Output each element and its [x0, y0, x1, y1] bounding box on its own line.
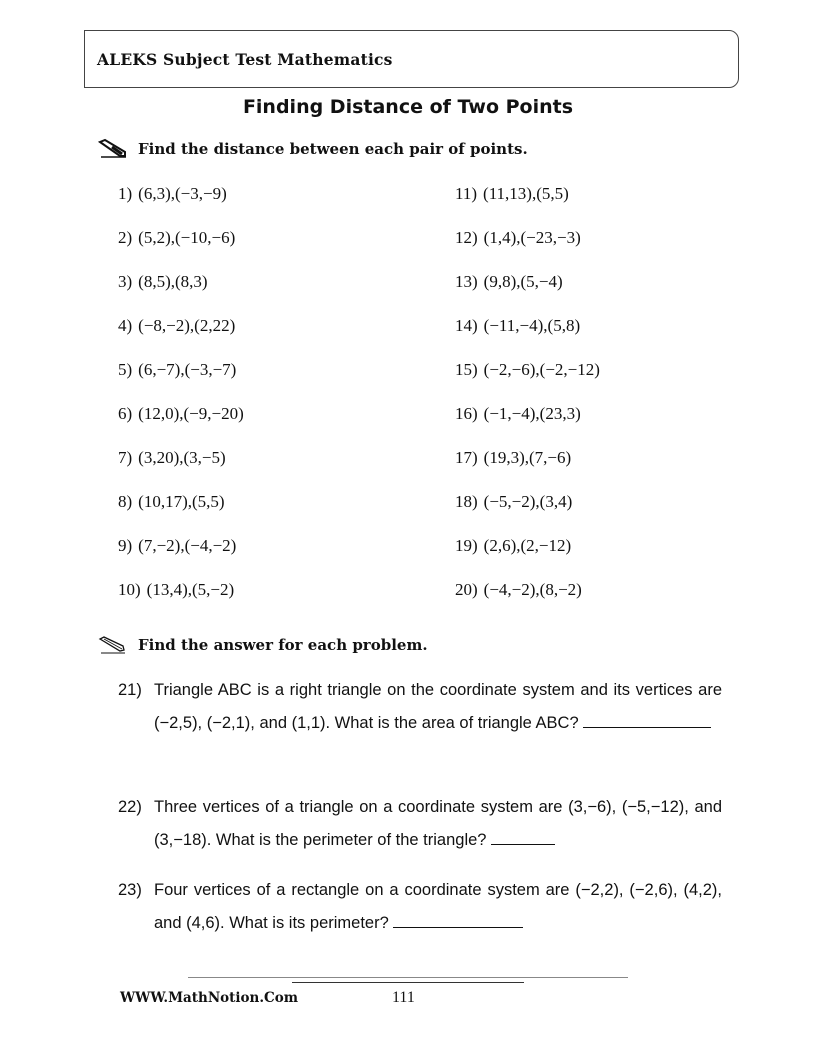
point-pair: (6,3),(−3,−9) — [138, 184, 227, 203]
point-pair: (11,13),(5,5) — [483, 184, 569, 203]
distance-problem — [455, 360, 600, 380]
distance-problem — [118, 272, 208, 292]
header-box — [84, 30, 739, 88]
point-pair: (−8,−2),(2,22) — [138, 316, 236, 335]
distance-problem — [455, 448, 571, 468]
problem-number: 18) — [455, 492, 478, 511]
problem-number: 22) — [118, 798, 142, 816]
problem-number: 13) — [455, 272, 478, 291]
problem-number: 11) — [455, 184, 478, 203]
problem-number: 17) — [455, 448, 478, 467]
distance-problem — [455, 404, 581, 424]
distance-problem — [118, 536, 236, 556]
point-pair: (−2,−6),(−2,−12) — [483, 360, 600, 379]
problem-number: 3) — [118, 272, 133, 291]
point-pair: (19,3),(7,−6) — [483, 448, 572, 467]
problem-number: 10) — [118, 580, 141, 599]
point-pair: (−11,−4),(5,8) — [483, 316, 581, 335]
point-pair: (6,−7),(−3,−7) — [138, 360, 237, 379]
point-pair: (2,6),(2,−12) — [483, 536, 572, 555]
distance-problem — [455, 228, 581, 248]
header-title: ALEKS Subject Test Mathematics — [97, 50, 393, 69]
distance-problem — [118, 360, 236, 380]
point-pair: (1,4),(−23,−3) — [483, 228, 581, 247]
footer-website: WWW.MathNotion.Com — [120, 990, 299, 1006]
section2-instruction-text: Find the answer for each problem. — [138, 636, 428, 654]
problem-text: Triangle ABC is a right triangle on the coordinate system and its vertices are (−2,5), (−2,1), and (1,1). What is the area of triangle ABC? — [154, 681, 722, 732]
distance-problem — [118, 448, 226, 468]
distance-problem — [118, 316, 235, 336]
answer-blank[interactable] — [491, 830, 555, 845]
problem-number: 6) — [118, 404, 133, 423]
problem-number: 14) — [455, 316, 478, 335]
problem-number: 1) — [118, 184, 133, 203]
point-pair: (−1,−4),(23,3) — [483, 404, 581, 423]
distance-problem — [455, 580, 582, 600]
distance-problem — [118, 228, 235, 248]
answer-blank[interactable] — [583, 713, 711, 728]
distance-problem — [118, 404, 244, 424]
problem-number: 4) — [118, 316, 133, 335]
point-pair: (8,5),(8,3) — [138, 272, 208, 291]
word-problem-23 — [118, 874, 722, 940]
distance-problem — [118, 184, 227, 204]
problem-text: Three vertices of a triangle on a coordinate system are (3,−6), (−5,−12), and (3,−18). What is the perimeter of the triangle? — [154, 798, 722, 849]
section1-instruction-text: Find the distance between each pair of points. — [138, 140, 528, 158]
problem-number: 21) — [118, 681, 142, 699]
distance-problem — [455, 536, 571, 556]
problem-number: 8) — [118, 492, 133, 511]
problem-number: 20) — [455, 580, 478, 599]
point-pair: (−5,−2),(3,4) — [483, 492, 573, 511]
point-pair: (13,4),(5,−2) — [146, 580, 235, 599]
page-title: Finding Distance of Two Points — [242, 96, 574, 118]
distance-problem — [455, 272, 563, 292]
pencil-icon — [98, 138, 128, 160]
footer-rule — [188, 977, 628, 978]
problem-number: 9) — [118, 536, 133, 555]
problem-number: 23) — [118, 881, 142, 899]
problem-number: 16) — [455, 404, 478, 423]
distance-problem — [455, 316, 580, 336]
answer-blank[interactable] — [393, 913, 523, 928]
page-number: 111 — [392, 989, 415, 1006]
point-pair: (9,8),(5,−4) — [483, 272, 563, 291]
problem-number: 19) — [455, 536, 478, 555]
point-pair: (−4,−2),(8,−2) — [483, 580, 582, 599]
pencil-icon — [98, 634, 128, 656]
section1-instruction — [98, 138, 528, 160]
point-pair: (3,20),(3,−5) — [138, 448, 226, 467]
point-pair: (5,2),(−10,−6) — [138, 228, 236, 247]
problem-text: Four vertices of a rectangle on a coordinate system are (−2,2), (−2,6), (4,2), and (4,6). What is its perimeter? — [154, 881, 722, 932]
problem-number: 15) — [455, 360, 478, 379]
point-pair: (10,17),(5,5) — [138, 492, 225, 511]
point-pair: (12,0),(−9,−20) — [138, 404, 244, 423]
distance-problem — [455, 492, 572, 512]
word-problem-21 — [118, 674, 722, 740]
problem-number: 7) — [118, 448, 133, 467]
problem-number: 5) — [118, 360, 133, 379]
footer-rule — [292, 982, 524, 983]
distance-problem — [118, 580, 234, 600]
problem-number: 2) — [118, 228, 133, 247]
section2-instruction — [98, 634, 428, 656]
distance-problem — [455, 184, 569, 204]
problem-number: 12) — [455, 228, 478, 247]
distance-problem — [118, 492, 225, 512]
word-problem-22 — [118, 791, 722, 857]
point-pair: (7,−2),(−4,−2) — [138, 536, 237, 555]
